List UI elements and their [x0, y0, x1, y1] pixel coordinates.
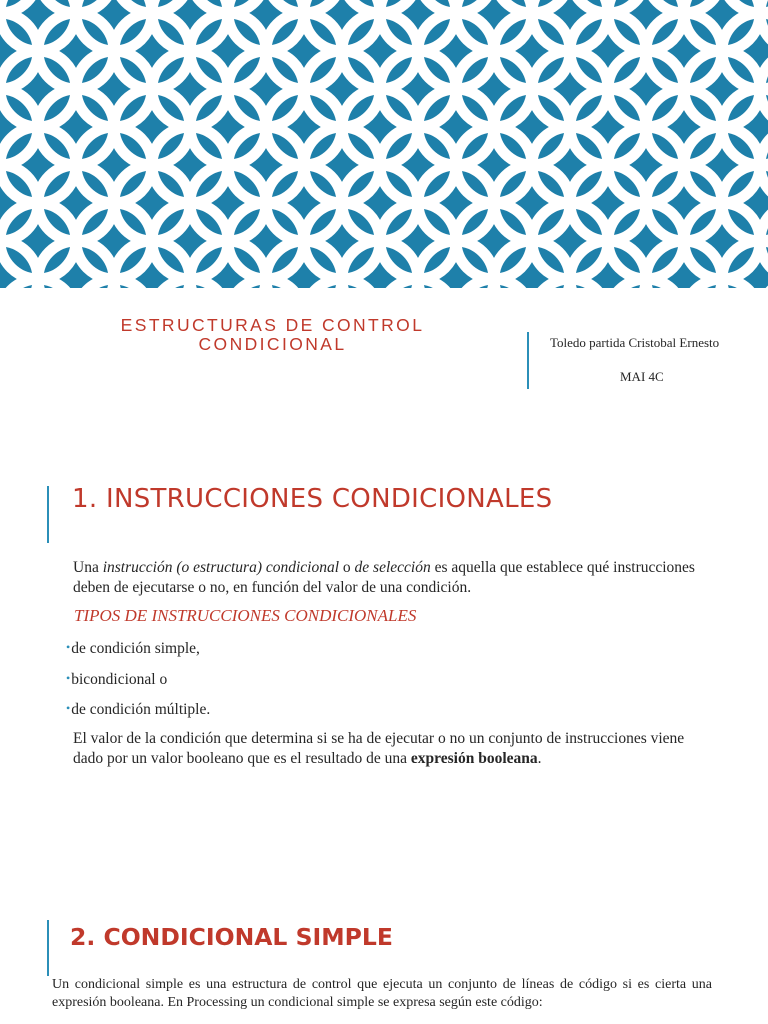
- types-bullet-list: [66, 638, 210, 730]
- author-name: Toledo partida Cristobal Ernesto: [550, 335, 720, 350]
- closing-text-2: .: [537, 749, 542, 767]
- intro-text-2: o: [339, 559, 355, 576]
- title-line-2: CONDICIONAL: [198, 334, 347, 354]
- section1-heading: 1. INSTRUCCIONES CONDICIONALES: [72, 484, 553, 514]
- closing-text-1: El valor de la condición que determina si se ha de ejecutar o no un conjunto de instrucciones viene dado por un valor booleano que es el resultado de una: [73, 730, 685, 767]
- bullet-icon: •: [66, 640, 71, 654]
- bullet-icon: •: [66, 670, 71, 685]
- title-divider: [527, 332, 529, 389]
- types-subheading: TIPOS DE INSTRUCCIONES CONDICIONALES: [74, 606, 417, 625]
- list-item: [66, 638, 210, 669]
- section1-closing-paragraph: [73, 729, 693, 768]
- intro-emphasis-2: de selección: [354, 559, 431, 576]
- section2-accent-bar: [47, 920, 49, 976]
- intro-text-1: Una: [73, 559, 103, 576]
- title-line-1: ESTRUCTURAS DE CONTROL: [120, 315, 425, 335]
- intro-text-3: es aquella que establece qué instrucciones deben de ejecutarse o no, en función del valor de una condición.: [73, 559, 695, 596]
- circle-pattern-graphic: [0, 0, 768, 288]
- header-pattern-banner: [0, 0, 768, 288]
- section1-accent-bar: [47, 486, 49, 543]
- closing-strong: expresión booleana: [410, 749, 538, 767]
- bullet-text: bicondicional o: [71, 670, 168, 688]
- section1-intro-paragraph: [73, 558, 713, 597]
- bullet-text: de condición simple,: [71, 640, 200, 657]
- section2-body-paragraph: Un condicional simple es una estructura de control que ejecuta un conjunto de líneas de código si es cierta una expresión booleana. En Processing un condicional simple se expresa según este código:: [52, 977, 712, 1010]
- section2-heading: 2. CONDICIONAL SIMPLE: [70, 923, 393, 951]
- intro-emphasis-1: instrucción (o estructura) condicional: [102, 559, 340, 576]
- bullet-text: de condición múltiple.: [71, 701, 211, 718]
- list-item: [66, 669, 210, 700]
- group-label: MAI 4C: [620, 369, 664, 384]
- list-item: [66, 699, 210, 730]
- bullet-icon: •: [66, 701, 71, 715]
- presentation-title: [80, 316, 465, 354]
